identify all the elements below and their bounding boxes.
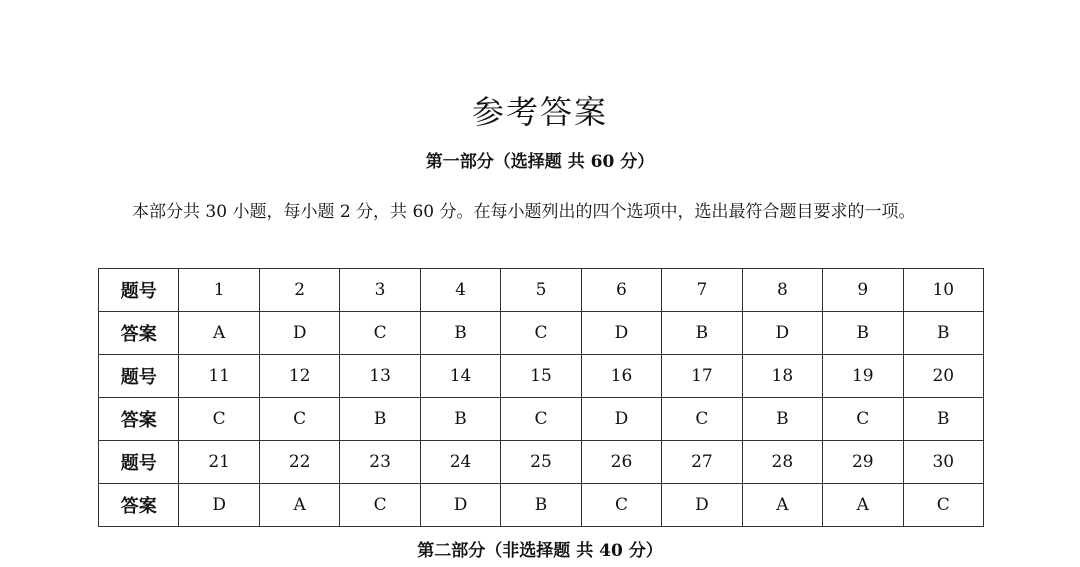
question-number-cell: 20 [903,355,983,398]
answer-cell: B [662,312,742,355]
question-number-cell: 17 [662,355,742,398]
question-number-cell: 11 [179,355,259,398]
answer-cell: D [581,398,661,441]
answer-cell: D [581,312,661,355]
answer-row-label: 答案 [99,312,179,355]
answer-cell: A [823,484,903,527]
question-number-cell: 9 [823,269,903,312]
answer-cell: C [501,398,581,441]
answer-row-label: 答案 [99,484,179,527]
question-number-cell: 26 [581,441,661,484]
answer-cell: C [179,398,259,441]
answer-cell: C [340,484,420,527]
answer-row [99,484,984,527]
answer-table [98,268,984,527]
question-number-row-label: 题号 [99,269,179,312]
question-number-cell: 23 [340,441,420,484]
question-number-cell: 4 [420,269,500,312]
answer-cell: C [259,398,339,441]
question-number-cell: 30 [903,441,983,484]
answer-row-label: 答案 [99,398,179,441]
answer-cell: B [903,398,983,441]
answer-cell: C [823,398,903,441]
question-number-cell: 13 [340,355,420,398]
question-number-cell: 14 [420,355,500,398]
question-number-cell: 1 [179,269,259,312]
question-number-row [99,355,984,398]
question-number-cell: 15 [501,355,581,398]
answer-cell: B [903,312,983,355]
answer-cell: B [420,398,500,441]
question-number-row [99,441,984,484]
answer-cell: B [420,312,500,355]
question-number-cell: 22 [259,441,339,484]
answer-cell: D [662,484,742,527]
answer-cell: C [662,398,742,441]
question-number-cell: 16 [581,355,661,398]
question-number-cell: 21 [179,441,259,484]
question-number-cell: 3 [340,269,420,312]
answer-cell: A [179,312,259,355]
answer-cell: B [742,398,822,441]
question-number-cell: 18 [742,355,822,398]
question-number-cell: 27 [662,441,742,484]
answer-cell: B [340,398,420,441]
question-number-cell: 2 [259,269,339,312]
answer-cell: C [903,484,983,527]
question-number-cell: 7 [662,269,742,312]
part-two-heading: 第二部分（非选择题 共 40 分） [417,541,663,561]
answer-cell: C [501,312,581,355]
answer-table-body [99,269,984,527]
part-one-intro: 本部分共 30 小题，每小题 2 分，共 60 分。在每小题列出的四个选项中，选出最符合题目要求的一项。 [132,202,916,222]
answer-cell: C [581,484,661,527]
question-number-cell: 19 [823,355,903,398]
question-number-cell: 28 [742,441,822,484]
question-number-cell: 10 [903,269,983,312]
answer-cell: D [179,484,259,527]
question-number-row [99,269,984,312]
question-number-cell: 5 [501,269,581,312]
answer-row [99,398,984,441]
question-number-cell: 6 [581,269,661,312]
answer-cell: A [259,484,339,527]
answer-cell: A [742,484,822,527]
question-number-row-label: 题号 [99,355,179,398]
question-number-cell: 12 [259,355,339,398]
answer-cell: C [340,312,420,355]
answer-cell: B [823,312,903,355]
answer-cell: D [259,312,339,355]
answer-cell: D [742,312,822,355]
question-number-row-label: 题号 [99,441,179,484]
question-number-cell: 24 [420,441,500,484]
part-one-heading: 第一部分（选择题 共 60 分） [425,152,655,172]
question-number-cell: 8 [742,269,822,312]
question-number-cell: 25 [501,441,581,484]
answer-row [99,312,984,355]
answer-cell: B [501,484,581,527]
question-number-cell: 29 [823,441,903,484]
answer-cell: D [420,484,500,527]
page-title: 参考答案 [471,93,608,131]
